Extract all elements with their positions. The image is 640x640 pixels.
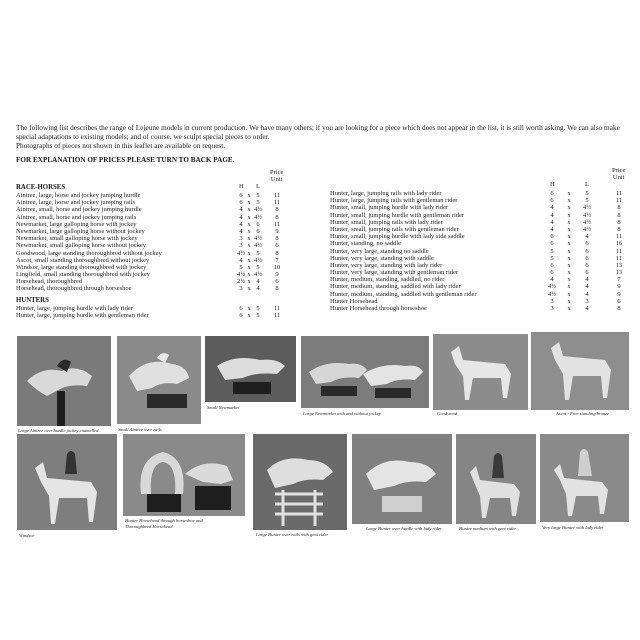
item-name: Hunter, medium, standing, saddled with gentleman rider	[330, 290, 477, 298]
height-value: 6	[550, 190, 554, 197]
times-sign: x	[567, 305, 571, 312]
hunter-with-gent-rider-image	[456, 434, 536, 524]
height-value: 3	[550, 297, 554, 305]
price-row	[16, 235, 278, 242]
price-unit-value: 9	[275, 227, 279, 235]
times-sign: x	[247, 192, 251, 199]
price-row	[330, 248, 630, 255]
price-row	[16, 285, 278, 292]
price-unit-value: 8	[275, 235, 279, 243]
height-value: 6	[239, 199, 243, 207]
caption-goodwood: Goodwood	[437, 411, 458, 416]
photo-large-aintree	[17, 336, 111, 426]
intro-text	[16, 123, 628, 150]
item-name: Hunter, very large, standing with gentleman rider	[330, 269, 459, 277]
caption-large-aintree: Large Aintree over hurdle jockey enamelled	[18, 428, 99, 433]
photo-goodwood	[433, 334, 528, 410]
item-name: Newmarket, small galloping horse without jockey	[16, 242, 146, 250]
price-row	[16, 220, 281, 228]
caption-very-large-hunter: Very large Hunter with lady rider	[542, 525, 604, 530]
price-row	[16, 263, 281, 271]
race-horses-title: RACE-HORSES	[16, 183, 66, 191]
price-unit-value: 6	[275, 278, 279, 286]
right-column-header	[330, 168, 630, 190]
price-row	[330, 197, 630, 204]
price-row	[330, 212, 630, 219]
price-unit-value: 8	[275, 249, 279, 257]
price-row	[16, 199, 281, 207]
item-name: Hunter, large, jumping rails with lady rider	[330, 190, 442, 197]
header-l: L	[585, 180, 589, 188]
height-value: 4	[550, 225, 554, 233]
item-name: Newmarket, large galloping horse with jockey	[16, 220, 137, 228]
standing-horse-image	[433, 334, 528, 410]
intro-photos-note: Photographs of pieces not shown in this leaflet are available on request.	[16, 141, 226, 150]
price-unit-value: 11	[273, 220, 281, 228]
item-name: Goodwood, large standing thoroughbred without jockey	[16, 249, 162, 257]
header-unit-label: Unit	[270, 175, 283, 183]
caption-large-newmarket: Large Newmarket with and without jockey	[303, 411, 381, 416]
price-row	[16, 304, 281, 312]
times-sign: x	[567, 197, 571, 205]
length-value: 6	[585, 269, 589, 277]
hunters-title: HUNTERS	[16, 296, 49, 304]
header-h: H	[550, 180, 555, 188]
price-unit-value: 7	[617, 276, 621, 284]
height-value: 4	[239, 227, 243, 235]
item-name: Lingfield, small standing thoroughbred with jockey	[16, 271, 150, 279]
item-name: Aintree, large, horse and jockey jumping hurdle	[16, 192, 141, 199]
photo-large-hunter-rails	[253, 434, 347, 530]
times-sign: x	[247, 312, 251, 320]
item-name: Hunter, very large, standing no saddle	[330, 247, 429, 255]
item-name: Hunter, large, jumping hurdle with lady rider	[16, 304, 133, 312]
price-row	[330, 233, 630, 240]
times-sign: x	[567, 297, 571, 305]
header-price-label: Price	[270, 169, 284, 176]
photo-hunter-medium	[456, 434, 536, 524]
item-name: Hunter, very large, standing with lady rider	[330, 261, 443, 269]
price-unit-value: 11	[273, 199, 281, 207]
height-value: 3	[550, 305, 554, 312]
height-value: 4	[239, 256, 243, 264]
height-value: 4	[239, 220, 243, 228]
caption-large-hunter-rails: Large Hunter over rails with gent rider	[256, 532, 329, 537]
hunter-jumping-hurdle-image	[352, 434, 452, 524]
length-value: 4	[256, 285, 260, 293]
caption-large-hunter-hurdle: Large Hunter over hurdle with lady rider	[366, 526, 442, 531]
height-value: 3	[239, 242, 243, 250]
price-row	[330, 204, 630, 211]
header-price-label: Price	[612, 167, 626, 174]
hunters-continued-list	[330, 190, 630, 312]
times-sign: x	[247, 227, 251, 235]
price-row	[16, 312, 281, 320]
length-value: 4½	[253, 235, 263, 243]
times-sign: x	[567, 218, 571, 226]
item-name: Hunter, small, jumping hurdle with lady side saddle	[330, 233, 465, 241]
caption-horsehead-2: Thoroughbred Horsehead	[125, 524, 173, 529]
height-value: 6	[550, 269, 554, 277]
horsehead-horseshoe-image	[123, 434, 245, 516]
height-value: 6	[239, 192, 243, 199]
item-name: Hunter, small, jumping rails with gentleman rider	[330, 225, 459, 233]
item-name: Horsehead, thoroughbred	[16, 278, 83, 286]
header-unit-label: Unit	[612, 173, 625, 181]
price-unit-value: 11	[273, 304, 281, 312]
times-sign: x	[247, 256, 251, 264]
item-name: Horsehead, thoroughbred through horseshoe	[16, 285, 132, 293]
times-sign: x	[567, 269, 571, 277]
price-unit-value: 6	[275, 242, 279, 250]
length-value: 4½	[253, 271, 263, 279]
times-sign: x	[567, 190, 571, 197]
length-value: 6	[585, 261, 589, 269]
times-sign: x	[247, 199, 251, 207]
height-value: 4½	[547, 290, 557, 298]
price-row	[330, 283, 630, 290]
height-value: 3	[239, 235, 243, 243]
price-unit-value: 11	[273, 192, 281, 199]
item-name: Windsor, large standing thoroughbred with jockey	[16, 263, 147, 271]
times-sign: x	[567, 283, 571, 291]
photo-small-newmarket	[205, 336, 296, 402]
price-unit-value: 8	[275, 285, 279, 293]
price-unit-value: 8	[275, 206, 279, 214]
times-sign: x	[567, 290, 571, 298]
price-unit-value: 8	[617, 225, 621, 233]
item-name: Aintree, small, horse and jockey jumping hurdle	[16, 206, 142, 214]
height-value: 2½	[236, 278, 246, 286]
length-value: 4½	[253, 213, 263, 221]
times-sign: x	[567, 276, 571, 284]
item-name: Hunter, small, jumping rails with lady rider	[330, 218, 443, 226]
price-row	[16, 214, 278, 221]
price-unit-value: 9	[617, 290, 621, 298]
caption-horsehead-1: Hunter Horsehead through horseshoe and	[125, 518, 203, 523]
height-value: 6	[550, 197, 554, 205]
photo-windsor	[17, 434, 117, 530]
price-unit-value: 11	[273, 312, 281, 320]
height-value: 4½	[236, 271, 246, 279]
left-column-header	[16, 169, 284, 192]
price-row	[330, 262, 630, 269]
left-price-list	[16, 169, 284, 320]
height-value: 6	[550, 233, 554, 241]
photo-small-aintree	[117, 336, 201, 424]
times-sign: x	[247, 242, 251, 250]
times-sign: x	[247, 206, 251, 214]
caption-windsor: Windsor	[19, 533, 35, 538]
times-sign: x	[567, 211, 571, 219]
item-name: Newmarket, small galloping horse with jockey	[16, 235, 138, 243]
hunter-jumping-rails-image	[253, 434, 347, 530]
length-value: 4	[256, 278, 260, 286]
length-value: 6	[256, 220, 260, 228]
two-galloping-horses-image	[301, 336, 429, 408]
galloping-horse-image	[205, 336, 296, 402]
price-row	[330, 276, 630, 283]
height-value: 4	[550, 211, 554, 219]
height-value: 4	[239, 206, 243, 214]
length-value: 5	[256, 312, 260, 320]
price-row	[16, 278, 278, 285]
price-unit-value: 7	[275, 256, 279, 264]
height-value: 4	[550, 204, 554, 212]
height-value: 3	[239, 285, 243, 293]
times-sign: x	[567, 233, 571, 241]
length-value: 5	[585, 197, 589, 205]
length-value: 5	[256, 263, 260, 271]
length-value: 5	[256, 249, 260, 257]
item-name: Ascot, small standing thoroughbred without jockey	[16, 256, 150, 264]
height-value: 4	[550, 218, 554, 226]
price-unit-value: 8	[617, 218, 621, 226]
length-value: 4½	[582, 211, 592, 219]
length-value: 5	[585, 190, 589, 197]
times-sign: x	[567, 240, 571, 248]
height-value: 6	[550, 261, 554, 269]
price-unit-value: 9	[617, 283, 621, 291]
price-row	[330, 269, 630, 276]
price-unit-value: 11	[615, 233, 623, 241]
length-value: 4½	[253, 242, 263, 250]
height-value: 6	[550, 240, 554, 248]
times-sign: x	[247, 285, 251, 293]
price-unit-value: 11	[615, 247, 623, 255]
item-name: Aintree, large, horse and jockey jumping rails	[16, 199, 136, 207]
intro-paragraph: The following list describes the range of Lejeune models in current production. We have many others; if you are looking for a piece which does not appear in the list, it is still worth asking. We can also make special adaptations to existing models; and of course, we sculpt special pieces to order.	[16, 123, 620, 141]
height-value: 4	[239, 213, 243, 221]
price-row	[16, 192, 281, 199]
length-value: 5	[256, 304, 260, 312]
times-sign: x	[567, 225, 571, 233]
price-unit-value: 6	[617, 297, 621, 305]
item-name: Hunter, medium, standing, saddled with lady rider	[330, 283, 461, 291]
times-sign: x	[567, 261, 571, 269]
height-value: 6	[239, 304, 243, 312]
price-unit-value: 16	[615, 240, 623, 248]
length-value: 5	[256, 192, 260, 199]
length-value: 4½	[582, 218, 592, 226]
price-row	[330, 291, 630, 298]
price-unit-value: 11	[615, 197, 623, 205]
right-price-list	[330, 168, 630, 312]
price-row	[16, 206, 278, 213]
height-value: 4½	[547, 283, 557, 291]
price-unit-value: 13	[615, 261, 623, 269]
times-sign: x	[247, 213, 251, 221]
height-value: 6	[239, 312, 243, 320]
price-unit-value: 11	[615, 190, 623, 197]
height-value: 5	[550, 247, 554, 255]
times-sign: x	[567, 254, 571, 262]
times-sign: x	[247, 304, 251, 312]
length-value: 6	[256, 227, 260, 235]
price-unit-value: 13	[615, 269, 623, 277]
price-row	[16, 228, 278, 235]
price-row	[330, 190, 630, 197]
times-sign: x	[247, 278, 251, 286]
price-row	[16, 271, 278, 278]
caption-small-newmarket: Small Newmarket	[207, 405, 240, 410]
price-unit-value: 8	[275, 213, 279, 221]
times-sign: x	[247, 263, 251, 271]
length-value: 6	[585, 247, 589, 255]
height-value: 5	[550, 254, 554, 262]
length-value: 4½	[253, 206, 263, 214]
length-value: 6	[585, 254, 589, 262]
header-h: H	[239, 182, 244, 190]
length-value: 4	[585, 305, 589, 312]
horse-jumping-image	[17, 336, 111, 426]
height-value: 4	[550, 276, 554, 284]
item-name: Aintree, small, horse and jockey jumping rails	[16, 213, 137, 221]
length-value: 4	[585, 283, 589, 291]
times-sign: x	[247, 235, 251, 243]
standing-bronze-horse-image	[531, 332, 629, 410]
price-row	[16, 242, 278, 249]
hunter-with-lady-rider-image	[540, 434, 629, 522]
horse-jumping-rails-image	[117, 336, 201, 424]
header-price	[612, 168, 625, 182]
price-unit-value: 10	[273, 263, 281, 271]
caption-ascot: Ascot - Free standing bronze	[556, 411, 609, 416]
height-value: 4½	[236, 249, 246, 257]
header-price	[270, 170, 283, 184]
item-name: Hunter Horsehead through horseshoe	[330, 305, 427, 312]
length-value: 4½	[582, 204, 592, 212]
hunters-list	[16, 304, 281, 320]
caption-small-aintree: Small Aintree over rails	[118, 427, 162, 432]
length-value: 4	[585, 233, 589, 241]
photo-large-hunter-hurdle	[352, 434, 452, 524]
times-sign: x	[567, 247, 571, 255]
price-row	[330, 255, 630, 262]
price-unit-value: 8	[617, 211, 621, 219]
length-value: 4	[585, 276, 589, 284]
price-row	[16, 257, 278, 264]
price-row	[16, 250, 278, 257]
photo-very-large-hunter	[540, 434, 629, 522]
item-name: Hunter Horsehead	[330, 297, 378, 305]
item-name: Hunter, large, jumping hurdle with gentleman rider	[16, 312, 149, 320]
item-name: Hunter, medium, standing, saddled, no rider	[330, 276, 445, 284]
item-name: Newmarket, large galloping horse without jockey	[16, 227, 145, 235]
length-value: 4½	[582, 225, 592, 233]
item-name: Hunter, small, jumping hurdle with lady rider	[330, 204, 449, 212]
item-name: Hunter, large, jumping rails with gentleman rider	[330, 197, 458, 205]
length-value: 6	[585, 240, 589, 248]
header-l: L	[256, 182, 260, 190]
price-unit-value: 9	[275, 271, 279, 279]
times-sign: x	[247, 249, 251, 257]
caption-hunter-medium: Hunter medium with gent rider	[459, 526, 517, 531]
price-unit-value: 11	[615, 254, 623, 262]
price-explanation-note: FOR EXPLANATION OF PRICES PLEASE TURN TO BACK PAGE.	[16, 156, 235, 164]
photo-horsehead	[123, 434, 245, 516]
price-row	[330, 240, 630, 247]
length-value: 3	[585, 297, 589, 305]
item-name: Hunter, very large, standing with saddle	[330, 254, 434, 262]
horse-with-jockey-image	[17, 434, 117, 530]
length-value: 4½	[253, 256, 263, 264]
price-unit-value: 8	[617, 204, 621, 212]
times-sign: x	[247, 271, 251, 279]
price-row	[330, 298, 630, 305]
height-value: 5	[239, 263, 243, 271]
times-sign: x	[247, 220, 251, 228]
price-row	[330, 219, 630, 226]
length-value: 4	[585, 290, 589, 298]
length-value: 5	[256, 199, 260, 207]
price-unit-value: 8	[617, 305, 621, 312]
photo-ascot	[531, 332, 629, 410]
race-horses-list	[16, 192, 281, 293]
item-name: Hunter, standing, no saddle	[330, 240, 402, 248]
price-row	[330, 305, 630, 312]
times-sign: x	[567, 204, 571, 212]
item-name: Hunter, small, jumping hurdle with gentleman rider	[330, 211, 465, 219]
price-row	[330, 226, 630, 233]
photo-large-newmarket	[301, 336, 429, 408]
